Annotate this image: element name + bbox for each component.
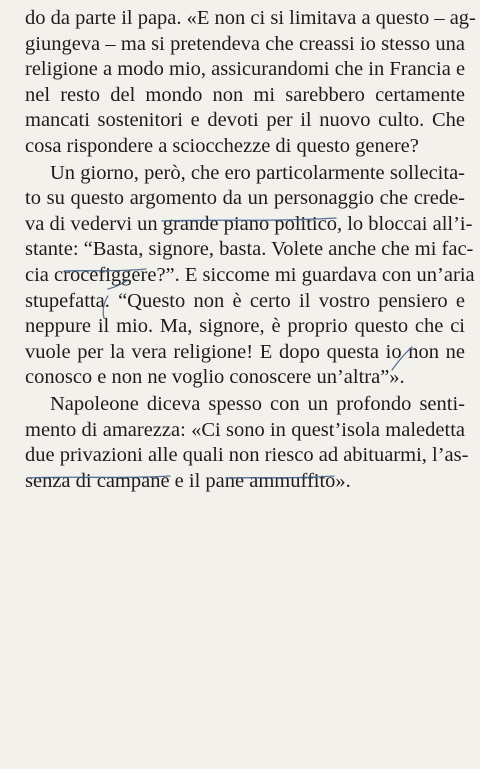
text-line: giungeva – ma si pretendeva che creassi io stesso una	[25, 32, 465, 55]
text-line: senza di campane e il pane ammuffito».	[25, 469, 351, 492]
text-line: conosco e non ne voglio conoscere un’altra”».	[25, 366, 405, 389]
page-text	[25, 6, 476, 494]
text-line: Napoleone diceva spesso con un profondo senti-	[50, 392, 465, 415]
text-line: Un giorno, però, che ero particolarmente sollecita-	[50, 161, 465, 184]
text-line: do da parte il papa. «E non ci si limitava a questo – ag-	[25, 7, 476, 29]
paragraph-2	[25, 161, 475, 391]
text-line: mento di amarezza: «Ci sono in quest’isola maledetta	[25, 418, 465, 441]
text-line: stante: “Basta, signore, basta. Volete anche che mi fac-	[25, 238, 474, 261]
text-line: neppure il mio. Ma, signore, è proprio questo che ci	[25, 315, 465, 338]
text-line: stupefatta. “Questo non è certo il vostro pensiero e	[25, 289, 465, 312]
text-line: to su questo argomento da un personaggio che crede-	[25, 187, 465, 210]
text-line: religione a modo mio, assicurandomi che in Francia e	[25, 58, 466, 81]
text-line: va di vedervi un grande piano politico, lo bloccai all’i-	[25, 212, 473, 235]
paragraph-1	[25, 6, 476, 160]
paragraph-3	[25, 392, 469, 494]
text-line: vuole per la vera religione! E dopo questa io non ne	[25, 340, 465, 363]
text-line: cosa rispondere a sciocchezze di questo genere?	[25, 134, 419, 157]
text-line: cia crocefiggere?”. E siccome mi guardava con un’aria	[25, 263, 475, 286]
text-line: nel resto del mondo non mi sarebbero certamente	[25, 83, 465, 106]
text-line: mancati sostenitori e devoti per il nuovo culto. Che	[25, 109, 465, 132]
text-line: due privazioni alle quali non riesco ad abituarmi, l’as-	[25, 444, 469, 467]
